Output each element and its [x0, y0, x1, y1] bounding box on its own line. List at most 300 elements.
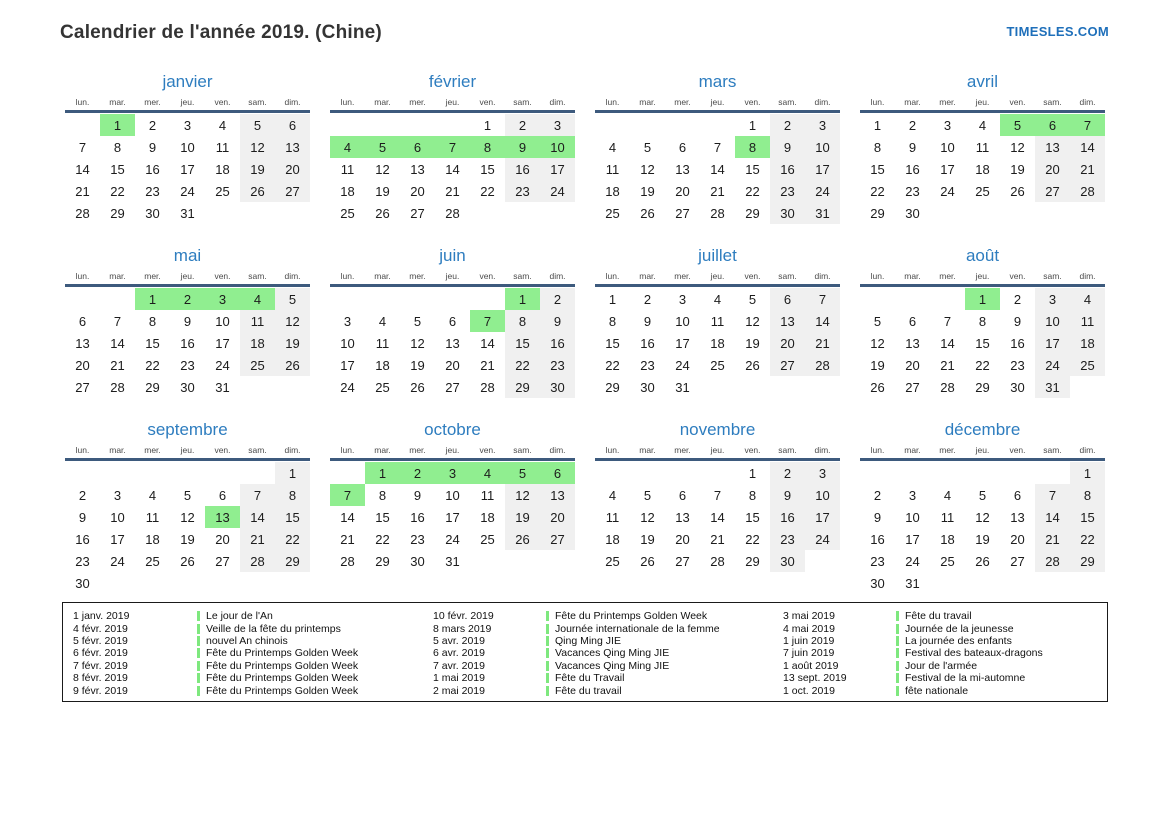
day-cell	[100, 572, 135, 594]
weekday-header: mar.	[904, 97, 921, 107]
months-grid	[65, 72, 1109, 594]
day-cell: 23	[870, 553, 885, 569]
day-cell: 28	[940, 379, 955, 395]
day-cell: 14	[940, 335, 955, 351]
day-cell: 14	[110, 335, 125, 351]
weekday-header: dim.	[549, 97, 566, 107]
day-cell: 5	[643, 139, 652, 155]
day-cell: 2	[1013, 291, 1022, 307]
weekday-header: mar.	[109, 97, 126, 107]
day-cell: 26	[505, 528, 540, 550]
day-cell: 2	[770, 114, 805, 136]
day-cell: 6	[78, 313, 87, 329]
month-title: janvier	[162, 72, 213, 91]
day-cell: 22	[975, 357, 990, 373]
day-cell: 22	[480, 183, 495, 199]
day-cell: 13	[445, 335, 460, 351]
weekday-header: jeu.	[975, 271, 990, 281]
day-cell: 19	[745, 335, 760, 351]
day-cell: 28	[710, 205, 725, 221]
legend-label: Journée internationale de la femme	[555, 622, 720, 635]
day-cell: 18	[340, 183, 355, 199]
day-cell: 9	[413, 487, 422, 503]
day-cell: 28	[445, 205, 460, 221]
day-cell: 17	[1035, 332, 1070, 354]
legend-entry	[546, 610, 781, 622]
day-cell: 4	[1070, 288, 1105, 310]
day-cell	[540, 202, 575, 224]
day-cell: 10	[940, 139, 955, 155]
day-cell: 27	[1035, 180, 1070, 202]
weekday-header: lun.	[870, 445, 885, 455]
day-cell: 17	[805, 158, 840, 180]
day-cell: 19	[275, 332, 310, 354]
day-cell: 28	[110, 379, 125, 395]
weekday-header: mer.	[939, 271, 956, 281]
weekday-header: mer.	[939, 97, 956, 107]
day-cell: 23	[905, 183, 920, 199]
day-cell	[860, 462, 895, 484]
legend-label: La journée des enfants	[905, 634, 1012, 647]
day-cell: 16	[145, 161, 160, 177]
day-cell: 15	[1070, 506, 1105, 528]
day-cell: 25	[240, 354, 275, 376]
day-cell: 10	[905, 509, 920, 525]
day-cell: 3	[205, 288, 240, 310]
day-cell	[240, 572, 275, 594]
month-title: décembre	[944, 420, 1021, 439]
day-cell: 27	[675, 205, 690, 221]
weekday-header: jeu.	[710, 97, 725, 107]
day-cell: 20	[215, 531, 230, 547]
day-cell: 18	[480, 509, 495, 525]
day-cell: 13	[770, 310, 805, 332]
day-cell: 15	[275, 506, 310, 528]
day-cell: 1	[483, 117, 492, 133]
day-cell: 21	[240, 528, 275, 550]
day-cell	[700, 114, 735, 136]
day-cell: 3	[805, 462, 840, 484]
day-cell	[205, 572, 240, 594]
day-cell: 11	[145, 509, 160, 525]
day-cell: 13	[1035, 136, 1070, 158]
day-cell: 23	[180, 357, 195, 373]
holiday-marker-icon	[896, 686, 899, 696]
day-cell: 30	[1010, 379, 1025, 395]
legend-entry	[896, 647, 1099, 659]
day-cell: 17	[445, 509, 460, 525]
legend-entry	[197, 647, 431, 659]
weekday-header: dim.	[284, 97, 301, 107]
day-cell: 10	[805, 484, 840, 506]
weekday-header: mar.	[639, 271, 656, 281]
month-septembre	[65, 420, 310, 594]
holiday-marker-icon	[896, 624, 899, 634]
day-cell: 6	[275, 114, 310, 136]
day-cell	[595, 462, 630, 484]
day-cell: 9	[770, 484, 805, 506]
day-cell: 3	[678, 291, 687, 307]
legend-date: 1 janv. 2019	[73, 610, 130, 623]
day-cell: 13	[275, 136, 310, 158]
day-cell: 16	[770, 506, 805, 528]
day-cell	[630, 462, 665, 484]
weekday-header-row	[595, 97, 840, 113]
day-cell: 19	[375, 183, 390, 199]
day-cell: 5	[643, 487, 652, 503]
weekday-header: dim.	[1079, 97, 1096, 107]
day-cell: 15	[480, 161, 495, 177]
day-cell: 14	[710, 161, 725, 177]
day-cell: 22	[745, 531, 760, 547]
day-cell: 4	[218, 117, 227, 133]
weekday-header: mer.	[939, 445, 956, 455]
day-cell: 2	[643, 291, 652, 307]
legend-label: Vacances Qing Ming JIE	[555, 647, 670, 660]
weekday-header: jeu.	[180, 271, 195, 281]
day-cell: 26	[640, 553, 655, 569]
day-cell	[435, 114, 470, 136]
day-cell: 20	[275, 158, 310, 180]
day-cell: 10	[340, 335, 355, 351]
day-cell: 14	[1070, 136, 1105, 158]
day-cell: 5	[275, 288, 310, 310]
day-cell: 2	[540, 288, 575, 310]
weekday-header: lun.	[75, 271, 90, 281]
month-juin	[330, 246, 575, 420]
holiday-marker-icon	[546, 673, 549, 683]
day-cell: 15	[605, 335, 620, 351]
day-cell	[665, 114, 700, 136]
day-cell: 3	[540, 114, 575, 136]
day-cell: 4	[608, 487, 617, 503]
day-cell: 26	[240, 180, 275, 202]
day-cell: 31	[805, 202, 840, 224]
day-cell: 30	[540, 376, 575, 398]
day-cell: 25	[605, 553, 620, 569]
day-cell: 13	[675, 161, 690, 177]
day-cell: 1	[965, 288, 1000, 310]
day-cell: 9	[908, 139, 917, 155]
legend-entry	[546, 660, 781, 672]
weekday-header: lun.	[75, 97, 90, 107]
day-cell: 9	[770, 136, 805, 158]
day-cell	[240, 376, 275, 398]
weekday-header: lun.	[870, 97, 885, 107]
weekday-header-row	[330, 97, 575, 113]
day-cell	[1070, 376, 1105, 398]
day-cell: 19	[870, 357, 885, 373]
day-cell: 6	[908, 313, 917, 329]
weekday-header: mar.	[904, 445, 921, 455]
weekday-header: lun.	[340, 271, 355, 281]
day-cell: 21	[445, 183, 460, 199]
legend-label: Qing Ming JIE	[555, 634, 621, 647]
day-cell: 21	[710, 183, 725, 199]
day-cell: 22	[745, 183, 760, 199]
day-cell	[1000, 202, 1035, 224]
weekday-header: dim.	[1079, 271, 1096, 281]
day-cell: 1	[505, 288, 540, 310]
day-cell: 22	[605, 357, 620, 373]
weekday-header: mar.	[109, 271, 126, 281]
day-cell	[275, 376, 310, 398]
day-cell: 12	[640, 161, 655, 177]
day-cell: 24	[805, 528, 840, 550]
month-janvier	[65, 72, 310, 246]
weekday-header: dim.	[814, 97, 831, 107]
day-cell: 30	[640, 379, 655, 395]
day-cell: 10	[445, 487, 460, 503]
day-cell	[470, 288, 505, 310]
day-cell: 17	[940, 161, 955, 177]
days-grid	[595, 462, 840, 572]
day-cell	[365, 114, 400, 136]
day-cell	[1035, 572, 1070, 594]
legend-entry	[896, 672, 1099, 684]
legend-date: 8 févr. 2019	[73, 672, 128, 685]
weekday-header: sam.	[778, 97, 797, 107]
day-cell: 21	[480, 357, 495, 373]
day-cell: 5	[183, 487, 192, 503]
day-cell: 2	[148, 117, 157, 133]
weekday-header: dim.	[814, 445, 831, 455]
weekday-header: ven.	[479, 445, 496, 455]
day-cell: 12	[275, 310, 310, 332]
month-title: février	[428, 72, 477, 91]
day-cell: 10	[110, 509, 125, 525]
day-cell	[400, 288, 435, 310]
day-cell: 25	[975, 183, 990, 199]
day-cell: 18	[145, 531, 160, 547]
day-cell	[330, 114, 365, 136]
day-cell: 10	[675, 313, 690, 329]
weekday-header: lun.	[340, 97, 355, 107]
day-cell: 11	[215, 139, 230, 155]
weekday-header: lun.	[870, 271, 885, 281]
month-octobre	[330, 420, 575, 594]
weekday-header-row	[65, 445, 310, 461]
holiday-marker-icon	[197, 673, 200, 683]
day-cell	[505, 550, 540, 572]
day-cell: 18	[1070, 332, 1105, 354]
weekday-header: jeu.	[975, 97, 990, 107]
day-cell	[240, 202, 275, 224]
weekday-header: jeu.	[180, 97, 195, 107]
legend-entry	[896, 684, 1099, 696]
day-cell: 16	[505, 158, 540, 180]
legend-label: Festival des bateaux-dragons	[905, 647, 1043, 660]
day-cell: 30	[410, 553, 425, 569]
day-cell: 9	[183, 313, 192, 329]
day-cell: 24	[180, 183, 195, 199]
day-cell: 11	[975, 139, 990, 155]
day-cell: 19	[640, 183, 655, 199]
day-cell: 11	[240, 310, 275, 332]
weekday-header: ven.	[744, 445, 761, 455]
legend-date: 1 oct. 2019	[783, 684, 835, 697]
days-grid	[65, 114, 310, 224]
month-title: août	[965, 246, 1000, 265]
month-title: septembre	[147, 420, 228, 439]
day-cell: 2	[78, 487, 87, 503]
legend-date: 3 mai 2019	[783, 610, 835, 623]
weekday-header: mer.	[674, 445, 691, 455]
weekday-header: sam.	[248, 445, 267, 455]
day-cell: 4	[240, 288, 275, 310]
day-cell: 15	[110, 161, 125, 177]
day-cell: 23	[770, 528, 805, 550]
day-cell: 13	[410, 161, 425, 177]
legend-label: Veille de la fête du printemps	[206, 622, 341, 635]
day-cell: 17	[340, 357, 355, 373]
weekday-header: lun.	[605, 271, 620, 281]
holiday-marker-icon	[896, 648, 899, 658]
day-cell: 20	[410, 183, 425, 199]
day-cell: 11	[375, 335, 390, 351]
day-cell: 17	[805, 506, 840, 528]
day-cell: 2	[505, 114, 540, 136]
day-cell	[595, 114, 630, 136]
day-cell: 15	[505, 332, 540, 354]
legend-entry	[197, 660, 431, 672]
day-cell: 2	[770, 462, 805, 484]
day-cell: 9	[873, 509, 882, 525]
day-cell: 12	[505, 484, 540, 506]
day-cell: 14	[805, 310, 840, 332]
day-cell: 25	[340, 205, 355, 221]
day-cell: 8	[748, 487, 757, 503]
legend-label: Fête du Printemps Golden Week	[206, 672, 359, 685]
day-cell: 2	[400, 462, 435, 484]
day-cell: 21	[940, 357, 955, 373]
day-cell: 22	[375, 531, 390, 547]
legend-entry	[546, 635, 781, 647]
day-cell: 30	[180, 379, 195, 395]
day-cell: 4	[378, 313, 387, 329]
holiday-marker-icon	[197, 636, 200, 646]
day-cell: 24	[540, 180, 575, 202]
day-cell: 20	[445, 357, 460, 373]
day-cell: 24	[805, 180, 840, 202]
day-cell: 31	[905, 575, 920, 591]
day-cell	[240, 462, 275, 484]
holiday-marker-icon	[197, 686, 200, 696]
weekday-header: sam.	[778, 445, 797, 455]
day-cell: 27	[675, 553, 690, 569]
day-cell: 16	[540, 332, 575, 354]
day-cell: 2	[170, 288, 205, 310]
legend-entry	[197, 672, 431, 684]
day-cell: 9	[148, 139, 157, 155]
month-title: juillet	[698, 246, 737, 265]
day-cell: 18	[710, 335, 725, 351]
day-cell: 26	[275, 354, 310, 376]
weekday-header: lun.	[75, 445, 90, 455]
legend-entry	[197, 622, 431, 634]
day-cell: 31	[445, 553, 460, 569]
holiday-marker-icon	[197, 648, 200, 658]
day-cell: 10	[180, 139, 195, 155]
legend-label: Fête du travail	[905, 610, 972, 623]
day-cell: 20	[675, 531, 690, 547]
day-cell: 27	[1010, 553, 1025, 569]
holiday-marker-icon	[896, 661, 899, 671]
site-link[interactable]: TIMESLES.COM	[1006, 24, 1109, 39]
legend-date: 1 mai 2019	[433, 672, 485, 685]
day-cell	[805, 376, 840, 398]
legend-entry	[546, 672, 781, 684]
weekday-header-row	[595, 271, 840, 287]
legend-label: Fête du Printemps Golden Week	[206, 647, 359, 660]
weekday-header: ven.	[744, 97, 761, 107]
weekday-header-row	[595, 445, 840, 461]
day-cell: 13	[205, 506, 240, 528]
day-cell: 2	[908, 117, 917, 133]
day-cell: 8	[978, 313, 987, 329]
weekday-header: mar.	[374, 445, 391, 455]
day-cell: 30	[770, 202, 805, 224]
day-cell: 9	[505, 136, 540, 158]
day-cell: 12	[180, 509, 195, 525]
day-cell	[435, 288, 470, 310]
day-cell: 13	[1010, 509, 1025, 525]
day-cell: 22	[145, 357, 160, 373]
day-cell: 5	[873, 313, 882, 329]
day-cell: 30	[145, 205, 160, 221]
day-cell: 8	[275, 484, 310, 506]
day-cell: 3	[908, 487, 917, 503]
day-cell: 3	[343, 313, 352, 329]
day-cell: 21	[75, 183, 90, 199]
day-cell: 29	[145, 379, 160, 395]
day-cell: 29	[745, 205, 760, 221]
day-cell: 19	[975, 531, 990, 547]
legend-label: Fête du Printemps Golden Week	[206, 659, 359, 672]
day-cell	[1070, 202, 1105, 224]
day-cell: 19	[180, 531, 195, 547]
day-cell: 25	[145, 553, 160, 569]
legend-date: 4 mai 2019	[783, 622, 835, 635]
day-cell: 26	[180, 553, 195, 569]
day-cell: 1	[608, 291, 617, 307]
day-cell: 19	[505, 506, 540, 528]
day-cell: 30	[770, 550, 805, 572]
legend-label: Jour de l'armée	[905, 659, 978, 672]
day-cell: 23	[640, 357, 655, 373]
day-cell: 7	[805, 288, 840, 310]
day-cell: 4	[330, 136, 365, 158]
weekday-header: dim.	[284, 445, 301, 455]
days-grid	[330, 462, 575, 572]
day-cell: 8	[735, 136, 770, 158]
weekday-header: jeu.	[445, 445, 460, 455]
day-cell: 7	[713, 139, 722, 155]
day-cell: 19	[240, 158, 275, 180]
day-cell: 27	[410, 205, 425, 221]
legend-date: 6 avr. 2019	[433, 647, 485, 660]
day-cell: 8	[873, 139, 882, 155]
day-cell	[1000, 572, 1035, 594]
day-cell: 14	[340, 509, 355, 525]
day-cell	[365, 288, 400, 310]
month-title: mars	[698, 72, 737, 91]
day-cell: 8	[505, 310, 540, 332]
day-cell: 9	[78, 509, 87, 525]
weekday-header: ven.	[744, 271, 761, 281]
day-cell: 11	[710, 313, 725, 329]
day-cell: 5	[748, 291, 757, 307]
